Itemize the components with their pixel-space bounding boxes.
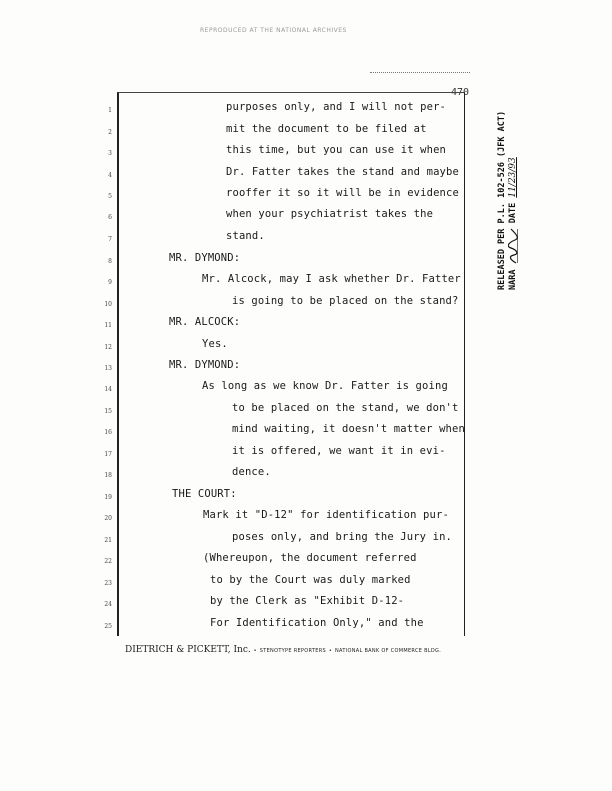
transcript-line: is going to be placed on the stand? <box>232 295 459 307</box>
line-number: 13 <box>104 365 112 372</box>
date-label: DATE <box>508 202 518 224</box>
line-number: 9 <box>108 279 112 286</box>
footer-separator: • <box>253 648 257 654</box>
transcript-line: to be placed on the stand, we don't <box>232 402 459 414</box>
release-stamp <box>497 80 519 290</box>
line-number: 4 <box>108 172 112 179</box>
transcript-line: when your psychiatrist takes the <box>226 208 434 220</box>
transcript-line: (Whereupon, the document referred <box>203 552 417 564</box>
line-number: 18 <box>104 472 112 479</box>
line-number: 21 <box>104 537 112 544</box>
transcript-line: it is offered, we want it in evi- <box>232 445 446 457</box>
speaker-label: MR. DYMOND: <box>169 359 241 371</box>
archives-header-stamp: REPRODUCED AT THE NATIONAL ARCHIVES <box>200 27 347 34</box>
transcript-line: Mr. Alcock, may I ask whether Dr. Fatter <box>202 273 461 285</box>
line-number: 17 <box>104 451 112 458</box>
line-number: 23 <box>104 580 112 587</box>
line-number: 5 <box>108 193 112 200</box>
speaker-label: THE COURT: <box>172 488 237 500</box>
line-number: 11 <box>104 322 112 329</box>
transcript-line: by the Clerk as "Exhibit D-12- <box>210 595 405 607</box>
transcript-line: Mark it "D-12" for identification pur- <box>203 509 449 521</box>
line-number: 12 <box>104 344 112 351</box>
transcript-line: Dr. Fatter takes the stand and maybe <box>226 166 459 178</box>
transcript-line: stand. <box>226 230 265 242</box>
footer-separator: • <box>328 648 333 654</box>
page-number: 470 <box>451 87 470 98</box>
firm-name: DIETRICH & PICKETT, Inc. <box>125 645 251 655</box>
transcript-line: poses only, and bring the Jury in. <box>232 531 453 543</box>
transcript-line: For Identification Only," and the <box>210 617 424 629</box>
footer-address: NATIONAL BANK OF COMMERCE BLDG. <box>334 648 442 654</box>
transcript-line: to by the Court was duly marked <box>210 574 411 586</box>
line-number: 1 <box>108 107 112 114</box>
footer-service: STENOTYPE REPORTERS <box>259 648 326 654</box>
line-number: 22 <box>104 558 112 565</box>
transcript-line: mind waiting, it doesn't matter when <box>232 423 465 435</box>
nara-label: NARA <box>508 269 518 290</box>
line-number: 7 <box>108 236 112 243</box>
line-number: 19 <box>104 494 112 501</box>
line-number: 8 <box>108 258 112 265</box>
line-number: 10 <box>104 301 112 308</box>
line-number: 25 <box>104 623 112 630</box>
transcript-line: Yes. <box>202 338 228 350</box>
transcript-line: As long as we know Dr. Fatter is going <box>202 380 448 392</box>
line-number: 24 <box>104 601 112 608</box>
transcript-line: purposes only, and I will not per- <box>226 101 447 113</box>
speaker-label: MR. ALCOCK: <box>169 316 241 328</box>
transcript-line: this time, but you can use it when <box>226 144 447 156</box>
transcript-line: mit the document to be filed at <box>226 123 427 135</box>
signature-icon <box>508 228 517 264</box>
line-number: 2 <box>108 129 112 136</box>
transcript-line: rooffer it so it will be in evidence <box>226 187 459 199</box>
line-number: 15 <box>104 408 112 415</box>
release-date: 11/23/93 <box>508 157 518 198</box>
speaker-label: MR. DYMOND: <box>169 252 241 264</box>
transcript-line: dence. <box>232 466 271 478</box>
line-number: 6 <box>108 214 112 221</box>
release-stamp-line2 <box>508 80 519 290</box>
line-number: 14 <box>104 386 112 393</box>
release-stamp-line1: RELEASED PER P.L. 102-526 (JFK ACT) <box>497 110 507 290</box>
line-number: 20 <box>104 515 112 522</box>
line-number: 3 <box>108 150 112 157</box>
top-divider <box>370 72 470 73</box>
line-number: 16 <box>104 429 112 436</box>
reporter-footer <box>125 645 441 655</box>
